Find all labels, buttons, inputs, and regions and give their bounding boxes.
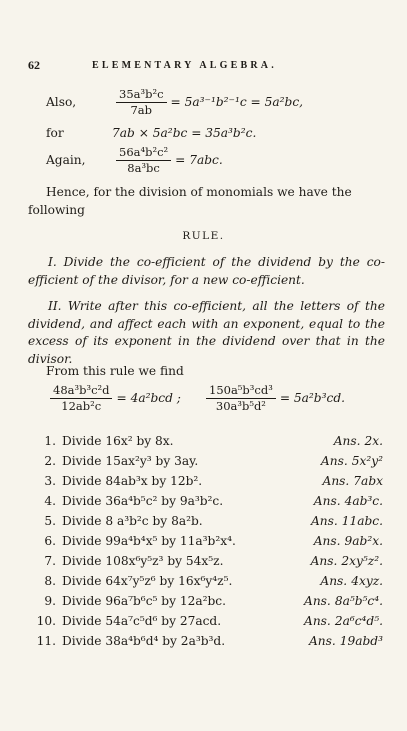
fraction-numerator: 48a³b³c²d (50, 384, 112, 399)
exercise-question: Divide 64x⁷y⁵z⁶ by 16x⁶y⁴z⁵. (62, 574, 233, 588)
exercise-answer (321, 454, 383, 470)
equation-again (46, 146, 223, 175)
fraction-denominator: 7ab (130, 103, 153, 118)
answer-value: 19abd³ (339, 634, 383, 648)
answer-label: Ans. (313, 534, 341, 548)
fraction-numerator: 150a⁵b³cd³ (206, 384, 276, 399)
from-rule-line: From this rule we find (46, 364, 184, 378)
answer-label: Ans. (320, 574, 348, 588)
answer-value: 2x. (364, 434, 383, 448)
exercise-answer (334, 434, 383, 450)
fraction (116, 146, 171, 175)
exercise-number: 4. (44, 494, 56, 508)
answer-label: Ans. (313, 494, 341, 508)
answer-value: 2xy⁵z². (341, 554, 383, 568)
equation-label: Also, (46, 94, 77, 109)
exercise-number: 6. (44, 534, 56, 548)
exercise-number: 1. (44, 434, 56, 448)
answer-value: 4ab³c. (344, 494, 383, 508)
exercise-row (28, 434, 383, 454)
answer-label: Ans. (308, 634, 336, 648)
answer-value: 11abc. (341, 514, 383, 528)
answer-value: 9ab²x. (344, 534, 383, 548)
exercise-question: Divide 15ax²y³ by 3ay. (62, 454, 199, 468)
page-number: 62 (28, 58, 40, 72)
answer-label: Ans. (320, 454, 348, 468)
answer-value: 4xyz. (351, 574, 383, 588)
answer-label: Ans. (310, 554, 338, 568)
equation-for (46, 126, 256, 142)
hence-paragraph: Hence, for the division of monomials we have the following (28, 185, 352, 217)
answer-label: Ans. (310, 514, 338, 528)
equation-rhs: = 5a³⁻¹b²⁻¹c = 5a²bc, (170, 94, 304, 109)
rule-two: II. Write after this co-efficient, all the letters of the dividend, and affect each with an exponent, equal to the excess of its exponent in the dividend over that in the divisor. (28, 299, 385, 367)
answer-label: Ans. (304, 594, 331, 608)
exercise-answer (304, 614, 383, 630)
answer-value: 2a⁶c⁴d⁵. (334, 614, 383, 628)
exercise-row (28, 634, 383, 654)
exercise-answer (309, 634, 383, 650)
worked-example-1 (50, 384, 181, 413)
exercise-row (28, 574, 383, 594)
answer-label: Ans. (322, 474, 350, 488)
fraction-denominator: 12ab²c (61, 399, 102, 414)
exercise-answer (323, 474, 383, 490)
exercise-question: Divide 84ab³x by 12b². (62, 474, 203, 488)
equation-rhs: = 5a²b³cd. (279, 390, 345, 405)
exercise-question: Divide 36a⁴b⁵c² by 9a³b²c. (62, 494, 224, 508)
exercise-number: 9. (44, 594, 56, 608)
exercise-number: 10. (36, 614, 56, 628)
exercise-question: Divide 8 a³b²c by 8a²b. (62, 514, 203, 528)
answer-value: 8a⁵b⁵c⁴. (334, 594, 383, 608)
exercise-row (28, 554, 383, 574)
exercise-row (28, 454, 383, 474)
fraction-numerator: 56a⁴b²c² (116, 146, 171, 161)
exercise-number: 2. (44, 454, 56, 468)
exercise-question: Divide 38a⁴b⁶d⁴ by 2a³b³d. (62, 634, 226, 648)
equation-text: 7ab × 5a²bc = 35a³b²c. (112, 126, 257, 140)
exercise-number: 5. (44, 514, 56, 528)
exercise-row (28, 514, 383, 534)
exercise-number: 7. (44, 554, 56, 568)
fraction-numerator: 35a³b²c (116, 88, 167, 103)
exercise-row (28, 494, 383, 514)
exercise-row (28, 474, 383, 494)
exercise-question: Divide 96a⁷b⁶c⁵ by 12a²bc. (62, 594, 226, 608)
exercise-answer (314, 534, 383, 550)
exercise-answer (311, 514, 383, 530)
exercise-answer (311, 554, 383, 570)
exercise-answer (314, 494, 383, 510)
exercise-number: 3. (44, 474, 56, 488)
fraction (50, 384, 112, 413)
equation-label: for (46, 126, 64, 140)
answer-label: Ans. (304, 614, 331, 628)
running-title: ELEMENTARY ALGEBRA. (92, 60, 277, 71)
exercise-answer (304, 594, 383, 610)
exercise-answer (320, 574, 383, 590)
rule-heading: RULE. (182, 230, 225, 242)
equation-label: Again, (46, 152, 86, 167)
exercise-row (28, 594, 383, 614)
answer-value: 7abx (353, 474, 383, 488)
answer-value: 5x²y² (351, 454, 383, 468)
exercise-number: 8. (44, 574, 56, 588)
exercise-row (28, 614, 383, 634)
exercise-question: Divide 99a⁴b⁴x⁵ by 11a³b²x⁴. (62, 534, 236, 548)
rule-one: I. Divide the co-efficient of the dividend by the co-efficient of the divisor, for a new co-efficient. (28, 255, 385, 287)
equation-also (46, 88, 303, 117)
exercise-question: Divide 54a⁷c⁵d⁶ by 27acd. (62, 614, 222, 628)
fraction (206, 384, 276, 413)
fraction-denominator: 30a³b⁵d² (215, 399, 266, 414)
fraction-denominator: 8a³bc (127, 161, 160, 176)
equation-rhs: = 7abc. (175, 152, 223, 167)
exercise-number: 11. (36, 634, 56, 648)
exercise-question: Divide 108x⁶y⁵z³ by 54x⁵z. (62, 554, 224, 568)
exercise-row (28, 534, 383, 554)
equation-rhs: = 4a²bcd ; (116, 390, 181, 405)
fraction (116, 88, 167, 117)
worked-example-2 (206, 384, 345, 413)
answer-label: Ans. (333, 434, 361, 448)
exercise-question: Divide 16x² by 8x. (62, 434, 174, 448)
